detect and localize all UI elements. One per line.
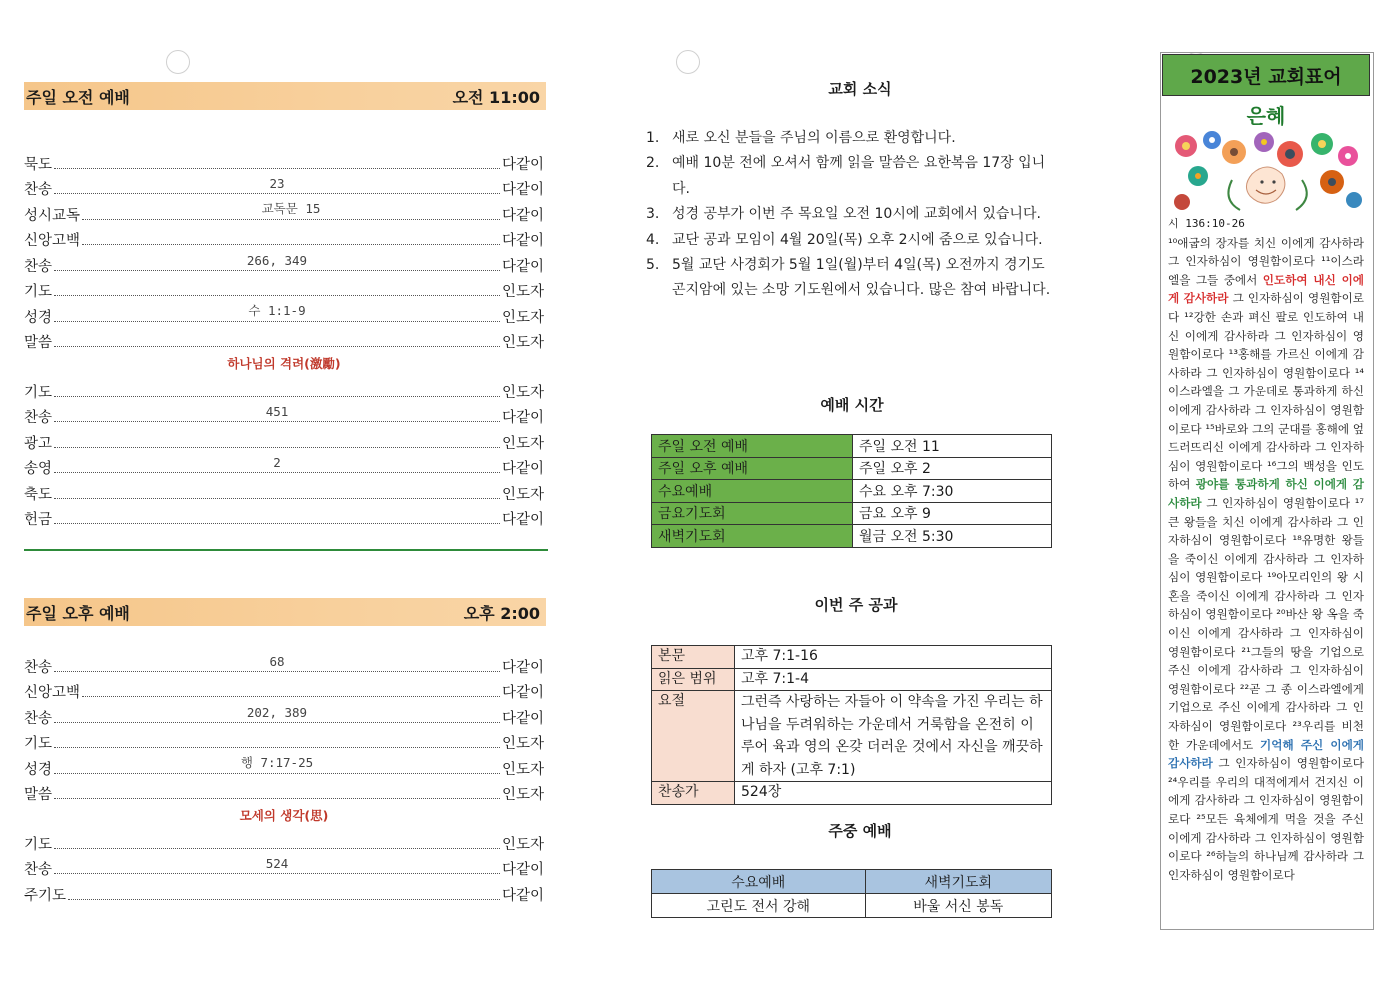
order-row <box>24 728 544 754</box>
order-leader: 다같이 <box>501 512 544 528</box>
order-detail: 524 <box>265 856 289 871</box>
leader-dots <box>54 176 500 194</box>
morning-service-title: 주일 오전 예배 <box>26 87 130 107</box>
leader-dots <box>82 695 500 697</box>
punch-hole <box>676 50 700 74</box>
leader-dots <box>54 455 500 473</box>
verse-reference: 시 136:10-26 <box>1168 217 1245 230</box>
weekly-header-wed: 수요예배 <box>652 870 866 894</box>
news-number: 1. <box>646 130 660 146</box>
order-row <box>24 677 544 703</box>
order-row <box>24 854 544 880</box>
news-number: 3. <box>646 206 660 223</box>
order-row <box>24 702 544 728</box>
order-row <box>24 327 544 353</box>
highlighted-verse: 기억해 주신 이에게 감사하라 <box>1168 737 1364 771</box>
leader-dots <box>54 294 500 296</box>
order-leader: 다같이 <box>501 710 544 727</box>
afternoon-order-list <box>24 651 544 905</box>
order-detail: 수 1:1-9 <box>248 302 306 318</box>
order-row <box>24 453 544 479</box>
news-number: 4. <box>646 231 660 248</box>
order-detail: 266, 349 <box>246 252 308 268</box>
order-row <box>24 779 544 805</box>
order-label: 송영 <box>24 461 53 477</box>
lesson-row <box>652 646 1052 669</box>
leader-dots <box>54 746 500 748</box>
news-text: 새로 오신 분들을 주님의 이름으로 환영합니다. <box>672 130 956 146</box>
order-label: 찬송 <box>24 182 53 198</box>
order-detail: 451 <box>265 404 289 419</box>
lesson-value: 그런즉 사랑하는 자들아 이 약속을 가진 우리는 하나님을 두려워하는 가운데서 거룩함을 온전히 이루어 육과 영의 온갖 더러운 것에서 자신을 깨끗하게 하자 (고후 7:1) <box>735 691 1052 782</box>
order-detail: 2 <box>273 455 281 470</box>
order-detail: 교독문 15 <box>261 200 321 216</box>
order-row <box>24 301 544 327</box>
order-row <box>24 427 544 453</box>
order-label: 성경 <box>24 309 53 326</box>
order-label: 찬송 <box>24 258 53 275</box>
order-leader: 다같이 <box>501 258 544 275</box>
flower-illustration <box>1172 130 1362 214</box>
order-leader: 인도자 <box>501 284 544 300</box>
order-label: 성시교독 <box>24 207 81 224</box>
morning-service-time: 오전 11:00 <box>452 87 540 107</box>
leader-dots <box>54 446 500 448</box>
highlighted-verse: 인도하여 내신 이에게 감사하라 <box>1168 272 1364 306</box>
afternoon-service-time: 오후 2:00 <box>463 603 540 623</box>
schedule-time: 주일 오후 2 <box>853 457 1052 480</box>
order-row <box>24 828 544 854</box>
sermon-title: 하나님의 격려(激勵) <box>227 356 341 371</box>
news-text: 교단 공과 모임이 4월 20일(목) 오후 2시에 줌으로 있습니다. <box>672 231 1043 248</box>
order-label: 신앙고백 <box>24 685 81 701</box>
order-label: 기도 <box>24 284 53 300</box>
schedule-service: 주일 오후 예배 <box>652 457 853 480</box>
order-label: 광고 <box>24 435 53 452</box>
news-item <box>646 202 1061 227</box>
leader-dots <box>68 898 500 900</box>
lesson-value: 고후 7:1-4 <box>735 668 1052 691</box>
news-text: 성경 공부가 이번 주 목요일 오전 10시에 교회에서 있습니다. <box>672 206 1041 223</box>
leader-dots <box>54 404 500 422</box>
weekly-cell-wed: 고린도 전서 강해 <box>652 894 866 918</box>
news-item <box>646 151 1061 202</box>
schedule-time: 수요 오후 7:30 <box>853 480 1052 503</box>
order-label: 찬송 <box>24 710 53 727</box>
motto-header: 2023년 교회표어 <box>1162 54 1370 96</box>
news-text: 5월 교단 사경회가 5월 1일(월)부터 4일(목) 오전까지 경기도 곤지암에 있는 소망 기도원에서 있습니다. 많은 참여 바랍니다. <box>672 257 1051 299</box>
schedule-title: 예배 시간 <box>820 396 884 414</box>
leader-dots <box>54 856 500 874</box>
order-label: 축도 <box>24 486 53 503</box>
order-label: 찬송 <box>24 410 53 426</box>
leader-dots <box>54 497 500 499</box>
order-label: 찬송 <box>24 862 53 878</box>
news-item <box>646 253 1061 304</box>
order-leader: 인도자 <box>501 335 544 351</box>
news-list <box>646 126 1061 304</box>
schedule-service: 새벽기도회 <box>652 525 853 548</box>
order-leader: 인도자 <box>501 486 544 503</box>
verse-text: 그 인자하심이 영원함이로다 ²⁴우리를 우리의 대적에게서 건지신 이에게 감사하라 그 인자하심이 영원함이로다 ²⁵모든 육체에게 먹을 것을 주신 이에게 감사하라 그 인자하심이 영원함이로다 ²⁶하늘의 하나님께 감사하라 그 인자하심이 영원함이로다 <box>1168 756 1364 882</box>
order-row <box>24 651 544 677</box>
schedule-service: 주일 오전 예배 <box>652 435 853 458</box>
section-divider <box>24 549 548 551</box>
morning-order-list <box>24 148 544 529</box>
lesson-row <box>652 782 1052 805</box>
leader-dots <box>54 345 500 347</box>
order-row <box>24 174 544 200</box>
lesson-key: 요절 <box>652 691 735 782</box>
schedule-row <box>652 480 1052 503</box>
verse-text: ¹⁰애굽의 장자를 치신 이에게 감사하라 그 인자하심이 영원함이로다 ¹¹이스라엘을 그들 중에서 <box>1168 235 1364 287</box>
afternoon-service-header <box>24 598 546 626</box>
leader-dots <box>82 243 500 245</box>
news-item <box>646 126 1061 151</box>
verse-body <box>1168 236 1364 882</box>
order-leader: 다같이 <box>501 410 544 426</box>
order-detail: 202, 389 <box>246 704 308 720</box>
order-leader: 다같이 <box>501 156 544 173</box>
order-leader: 다같이 <box>501 862 544 878</box>
order-detail: 68 <box>269 653 285 669</box>
motto-verse <box>1168 215 1364 884</box>
weekly-title: 주중 예배 <box>828 822 892 840</box>
schedule-time: 주일 오전 11 <box>853 435 1052 458</box>
order-leader: 다같이 <box>501 659 544 676</box>
lesson-key: 본문 <box>652 646 735 669</box>
verse-text: 그 인자하심이 영원함이로다 ¹⁷큰 왕들을 치신 이에게 감사하라 그 인자하심이 영원함이로다 ¹⁸유명한 왕들을 죽이신 이에게 감사하라 그 인자하심이 영원함이로다 ¹⁹아모리인의 왕 시혼을 죽이신 이에게 감사하라 그 인자하심이 영원함이로다 ²⁰바산 왕 옥을 죽이신 이에게 감사하라 그 인자하심이 영원함이로다 ²¹그들의 땅을 기업으로 주신 이에게 감사하라 그 인자하심이 영원함이로다 ²²곧 그 종 이스라엘에게 기업으로 주신 이에게 감사하라 그 인자하심이 영원함이로다 ²³우리를 비천한 가운데에서도 <box>1168 495 1364 752</box>
news-item <box>646 228 1061 253</box>
order-row <box>24 225 544 251</box>
order-leader: 다같이 <box>501 182 544 198</box>
order-label: 말씀 <box>24 335 53 351</box>
sermon-title: 모세의 생각(思) <box>239 808 329 823</box>
order-label: 말씀 <box>24 787 53 803</box>
leader-dots <box>54 252 500 271</box>
order-label: 기도 <box>24 736 53 752</box>
punch-hole <box>166 50 190 74</box>
schedule-table <box>651 434 1052 548</box>
leader-dots <box>82 200 500 220</box>
leader-dots <box>54 704 500 723</box>
order-label: 신앙고백 <box>24 233 81 249</box>
schedule-service: 금요기도회 <box>652 502 853 525</box>
schedule-row <box>652 435 1052 458</box>
verse-text: 그 인자하심이 영원함이로다 ¹²강한 손과 펴신 팔로 인도하여 내신 이에게 감사하라 그 인자하심이 영원함이로다 ¹³홍해를 가르신 이에게 감사하라 그 인자하심이 영원함이로다 ¹⁴이스라엘을 그 가운데로 통과하게 하신 이에게 감사하라 그 인자하심이 영원함이로다 ¹⁵바로와 그의 군대를 홍해에 엎드러뜨리신 이에게 감사하라 그 인자하심이 영원함이로다 ¹⁶그의 백성을 인도하여 <box>1168 291 1364 492</box>
lesson-value: 고후 7:1-16 <box>735 646 1052 669</box>
order-leader: 다같이 <box>501 685 544 701</box>
news-number: 2. <box>646 155 660 172</box>
schedule-time: 금요 오후 9 <box>853 502 1052 525</box>
lesson-row <box>652 668 1052 691</box>
order-leader: 인도자 <box>501 761 544 778</box>
order-leader: 인도자 <box>501 736 544 752</box>
order-label: 헌금 <box>24 512 53 528</box>
order-leader: 인도자 <box>501 787 544 803</box>
leader-dots <box>54 797 500 799</box>
order-row <box>24 753 544 779</box>
leader-dots <box>54 167 500 169</box>
order-detail: 23 <box>269 176 285 191</box>
weekly-cell-dawn: 바울 서신 봉독 <box>865 894 1051 918</box>
order-leader: 다같이 <box>501 887 544 904</box>
order-leader: 인도자 <box>501 309 544 326</box>
schedule-time: 월금 오전 5:30 <box>853 525 1052 548</box>
leader-dots <box>54 395 500 397</box>
order-leader: 다같이 <box>501 233 544 249</box>
lesson-value: 524장 <box>735 782 1052 805</box>
lesson-table <box>651 645 1052 805</box>
leader-dots <box>54 847 500 849</box>
order-label: 기도 <box>24 384 53 401</box>
order-leader: 인도자 <box>501 836 544 853</box>
order-row <box>24 148 544 174</box>
order-row <box>24 376 544 402</box>
leader-dots <box>54 653 500 672</box>
order-row <box>24 879 544 905</box>
order-leader: 다같이 <box>501 207 544 224</box>
highlighted-verse: 광야를 통과하게 하신 이에게 감사하라 <box>1168 477 1364 510</box>
weekly-header-dawn: 새벽기도회 <box>865 870 1051 894</box>
news-number: 5. <box>646 257 660 274</box>
schedule-row <box>652 525 1052 548</box>
afternoon-service-title: 주일 오후 예배 <box>26 603 130 623</box>
schedule-row <box>652 502 1052 525</box>
lesson-row <box>652 691 1052 782</box>
order-leader: 인도자 <box>501 384 544 401</box>
motto-word: 은혜 <box>1246 104 1286 128</box>
leader-dots <box>54 754 500 774</box>
order-leader: 인도자 <box>501 435 544 452</box>
morning-service-header <box>24 82 546 110</box>
order-detail: 행 7:17-25 <box>240 754 314 770</box>
schedule-service: 수요예배 <box>652 480 853 503</box>
weekly-table <box>651 869 1052 918</box>
lesson-title: 이번 주 공과 <box>814 596 898 614</box>
order-row <box>24 199 544 225</box>
lesson-key: 찬송가 <box>652 782 735 805</box>
order-label: 기도 <box>24 836 53 853</box>
order-row <box>24 276 544 302</box>
order-leader: 다같이 <box>501 461 544 477</box>
leader-dots <box>54 302 500 322</box>
order-row <box>24 402 544 428</box>
news-text: 예배 10분 전에 오셔서 함께 읽을 말씀은 요한복음 17장 입니다. <box>672 155 1046 197</box>
order-row <box>24 478 544 504</box>
order-row <box>24 504 544 530</box>
order-label: 성경 <box>24 761 53 778</box>
order-label: 주기도 <box>24 887 67 904</box>
leader-dots <box>54 522 500 524</box>
schedule-row <box>652 457 1052 480</box>
lesson-key: 읽은 범위 <box>652 668 735 691</box>
news-title: 교회 소식 <box>828 80 892 98</box>
order-label: 찬송 <box>24 659 53 676</box>
order-row <box>24 250 544 276</box>
order-label: 묵도 <box>24 156 53 173</box>
